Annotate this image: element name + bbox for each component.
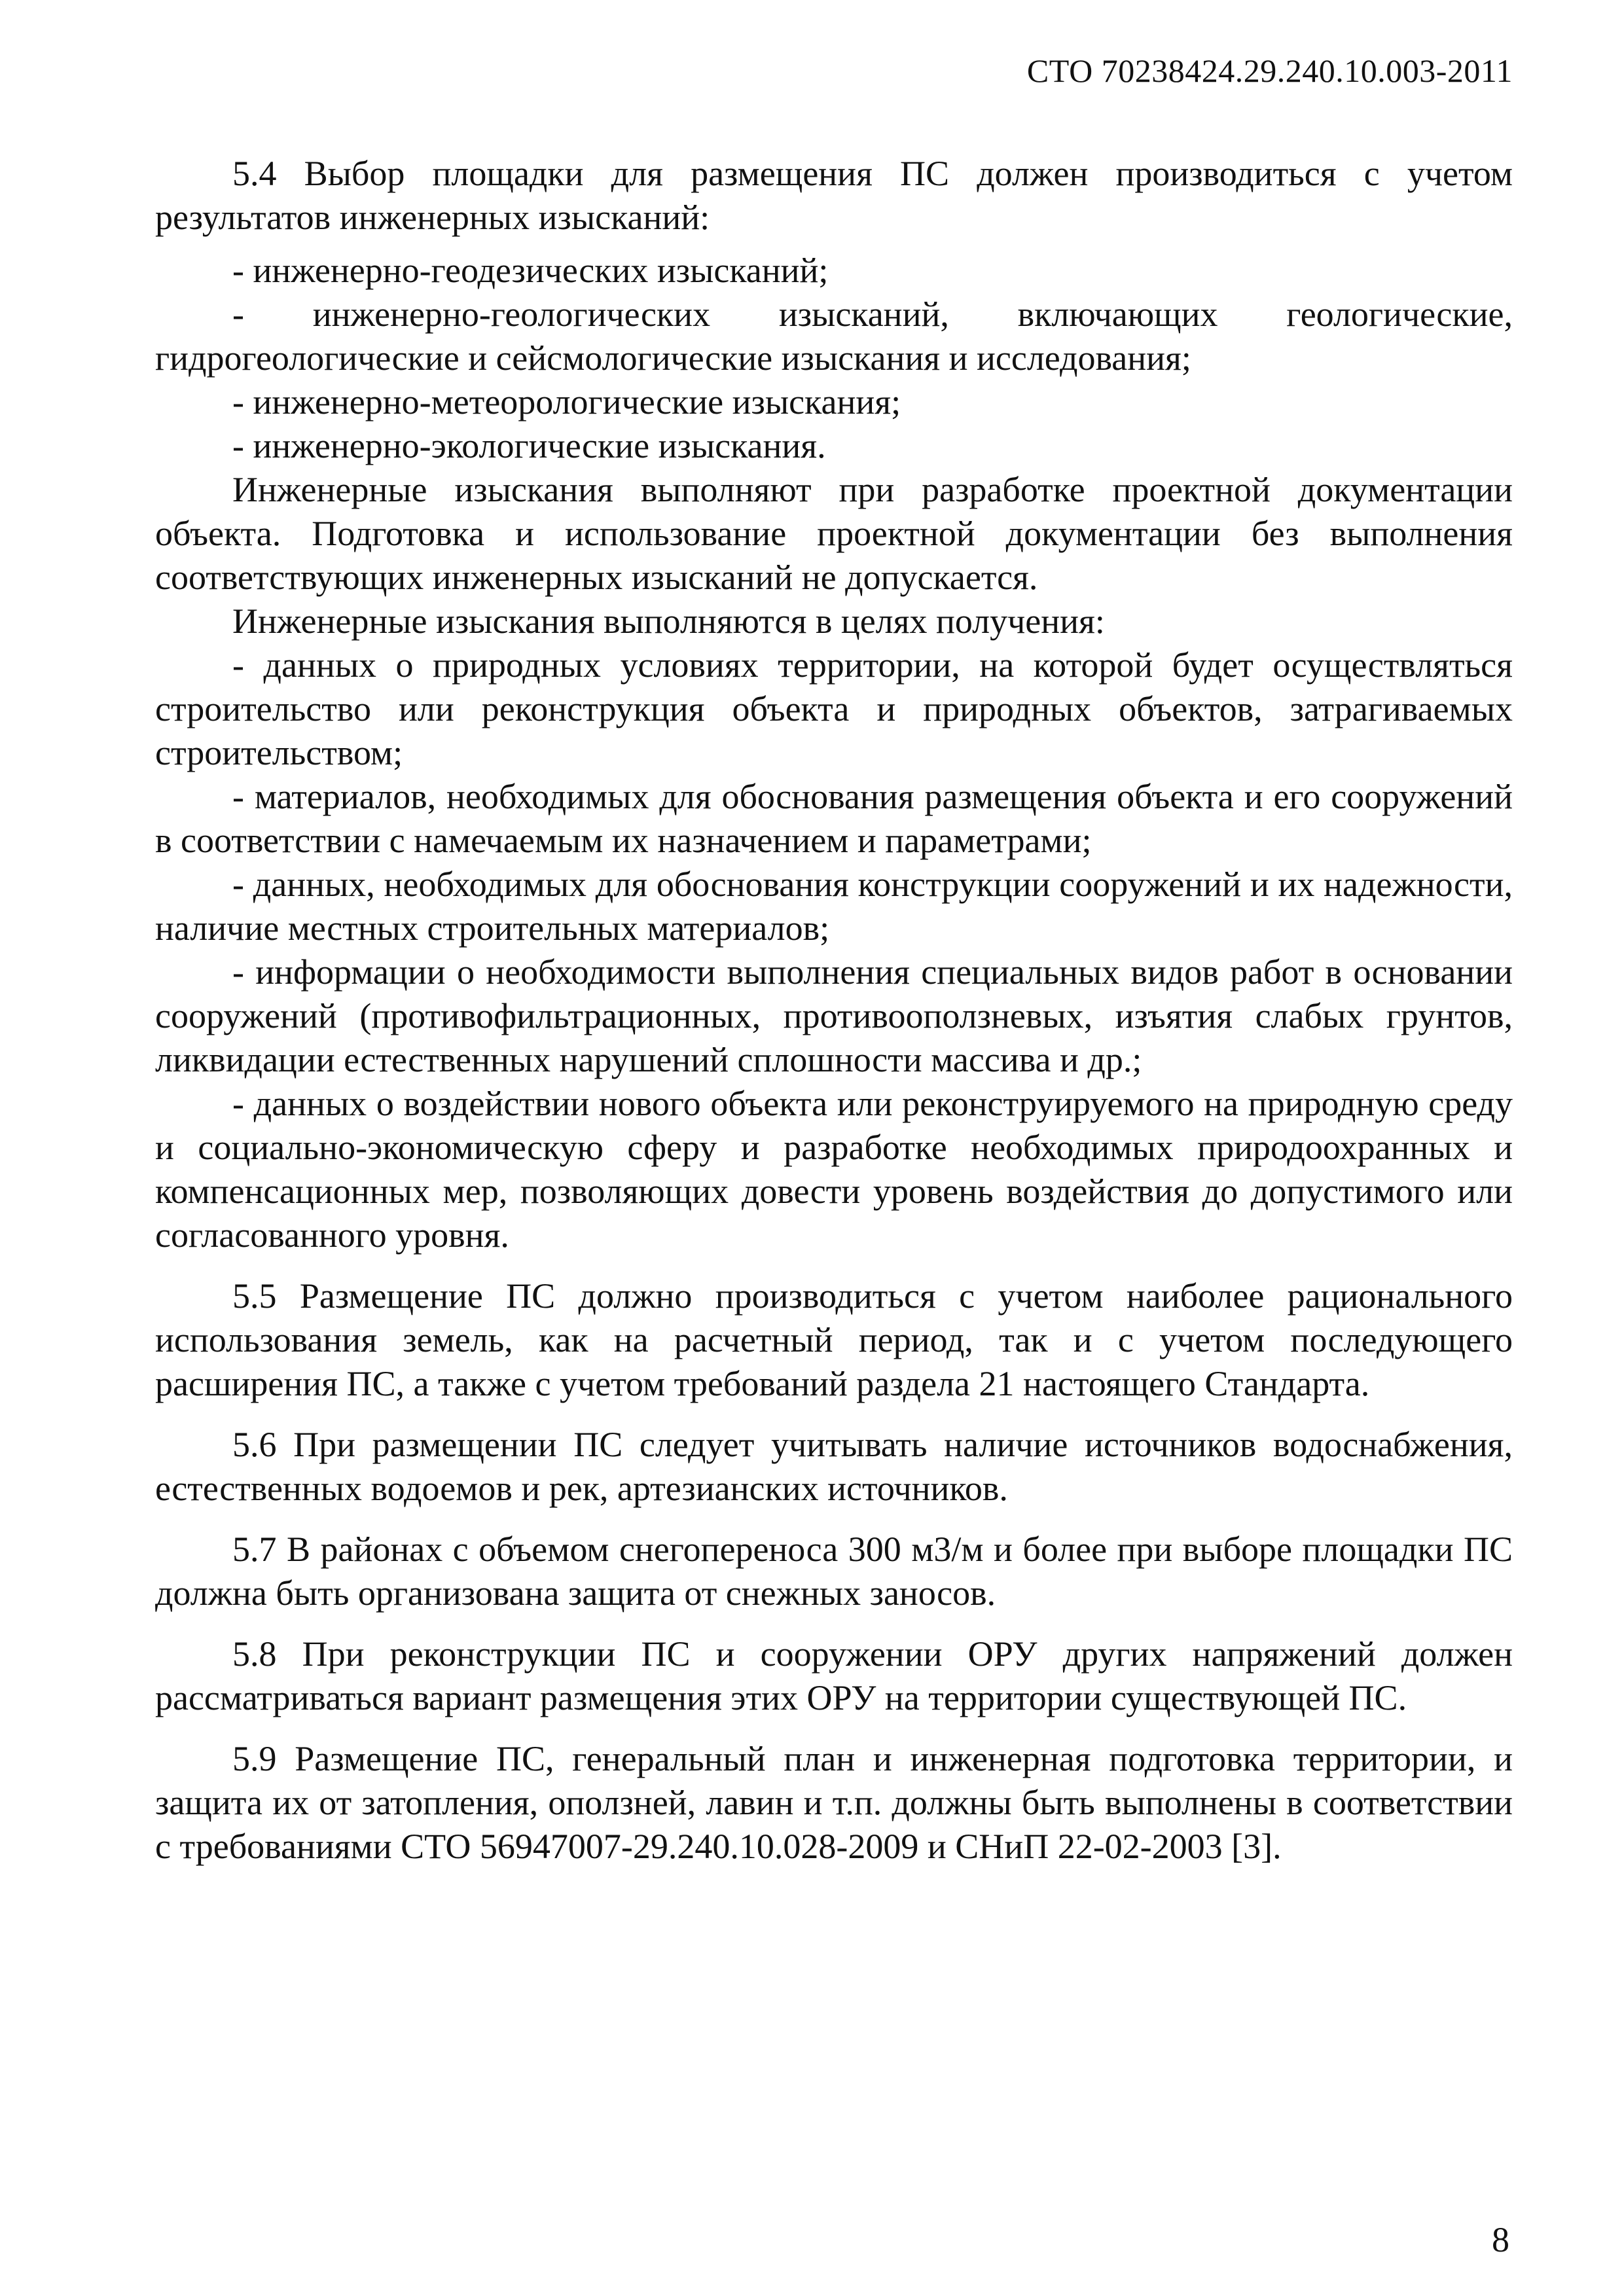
paragraph-5-8: 5.8 При реконструкции ПС и сооружении ОРУ других напряжений должен рассматриваться вариант размещения этих ОРУ на территории существующей ПС.: [155, 1634, 1513, 1717]
list-item-meteorological: - инженерно-метеорологические изыскания;: [232, 382, 901, 422]
page-number: 8: [1492, 2220, 1509, 2259]
paragraph-5-4: 5.4 Выбор площадки для размещения ПС должен производиться с учетом результатов инженерных изысканий:: [155, 154, 1513, 237]
paragraph-5-6: 5.6 При размещении ПС следует учитывать наличие источников водоснабжения, естественных водоемов и рек, артезианских источников.: [155, 1425, 1513, 1508]
list-item-environmental-impact: - данных о воздействии нового объекта или реконструируемого на природную среду и социально-экономическую сферу и разработке необходимых природоохранных и компенсационных мер, позволяющих довести уровень воздействия до допустимого или согласованного уровня.: [155, 1084, 1513, 1255]
list-item-ecological: - инженерно-экологические изыскания.: [232, 426, 826, 465]
list-item-special-works: - информации о необходимости выполнения специальных видов работ в основании сооружений (противофильтрационных, противооползневых, изъятия слабых грунтов, ликвидации естественных нарушений сплошности массива и др.;: [155, 952, 1513, 1079]
paragraph-5-5: 5.5 Размещение ПС должно производиться с учетом наиболее рационального использования земель, как на расчетный период, так и с учетом последующего расширения ПС, а также с учетом требований раздела 21 настоящего Стандарта.: [155, 1276, 1513, 1403]
paragraph-surveys-purpose: Инженерные изыскания выполняются в целях получения:: [232, 601, 1105, 641]
document-code-header: СТО 70238424.29.240.10.003-2011: [1026, 52, 1513, 89]
paragraph-surveys-performed: Инженерные изыскания выполняют при разработке проектной документации объекта. Подготовка и использование проектной документации без выполнения соответствующих инженерных изысканий не допускается.: [155, 470, 1513, 597]
paragraph-5-9: 5.9 Размещение ПС, генеральный план и инженерная подготовка территории, и защита их от затопления, оползней, лавин и т.п. должны быть выполнены в соответствии с требованиями СТО 56947007-29.240.10.028-2009 и СНиП 22-02-2003 [3].: [155, 1739, 1513, 1866]
document-body: [155, 152, 1513, 1869]
list-item-structure-data: - данных, необходимых для обоснования конструкции сооружений и их надежности, наличие местных строительных материалов;: [155, 865, 1513, 948]
list-item-natural-conditions: - данных о природных условиях территории, на которой будет осуществляться строительство или реконструкция объекта и природных объектов, затрагиваемых строительством;: [155, 645, 1513, 772]
list-item-materials: - материалов, необходимых для обоснования размещения объекта и его сооружений в соответствии с намечаемым их назначением и параметрами;: [155, 777, 1513, 860]
paragraph-5-7: 5.7 В районах с объемом снегопереноса 300 м3/м и более при выборе площадки ПС должна быть организована защита от снежных заносов.: [155, 1530, 1513, 1613]
list-item-geodesic: - инженерно-геодезических изысканий;: [232, 251, 829, 290]
list-item-geological: - инженерно-геологических изысканий, включающих геологические, гидрогеологические и сейсмологические изыскания и исследования;: [155, 295, 1513, 378]
